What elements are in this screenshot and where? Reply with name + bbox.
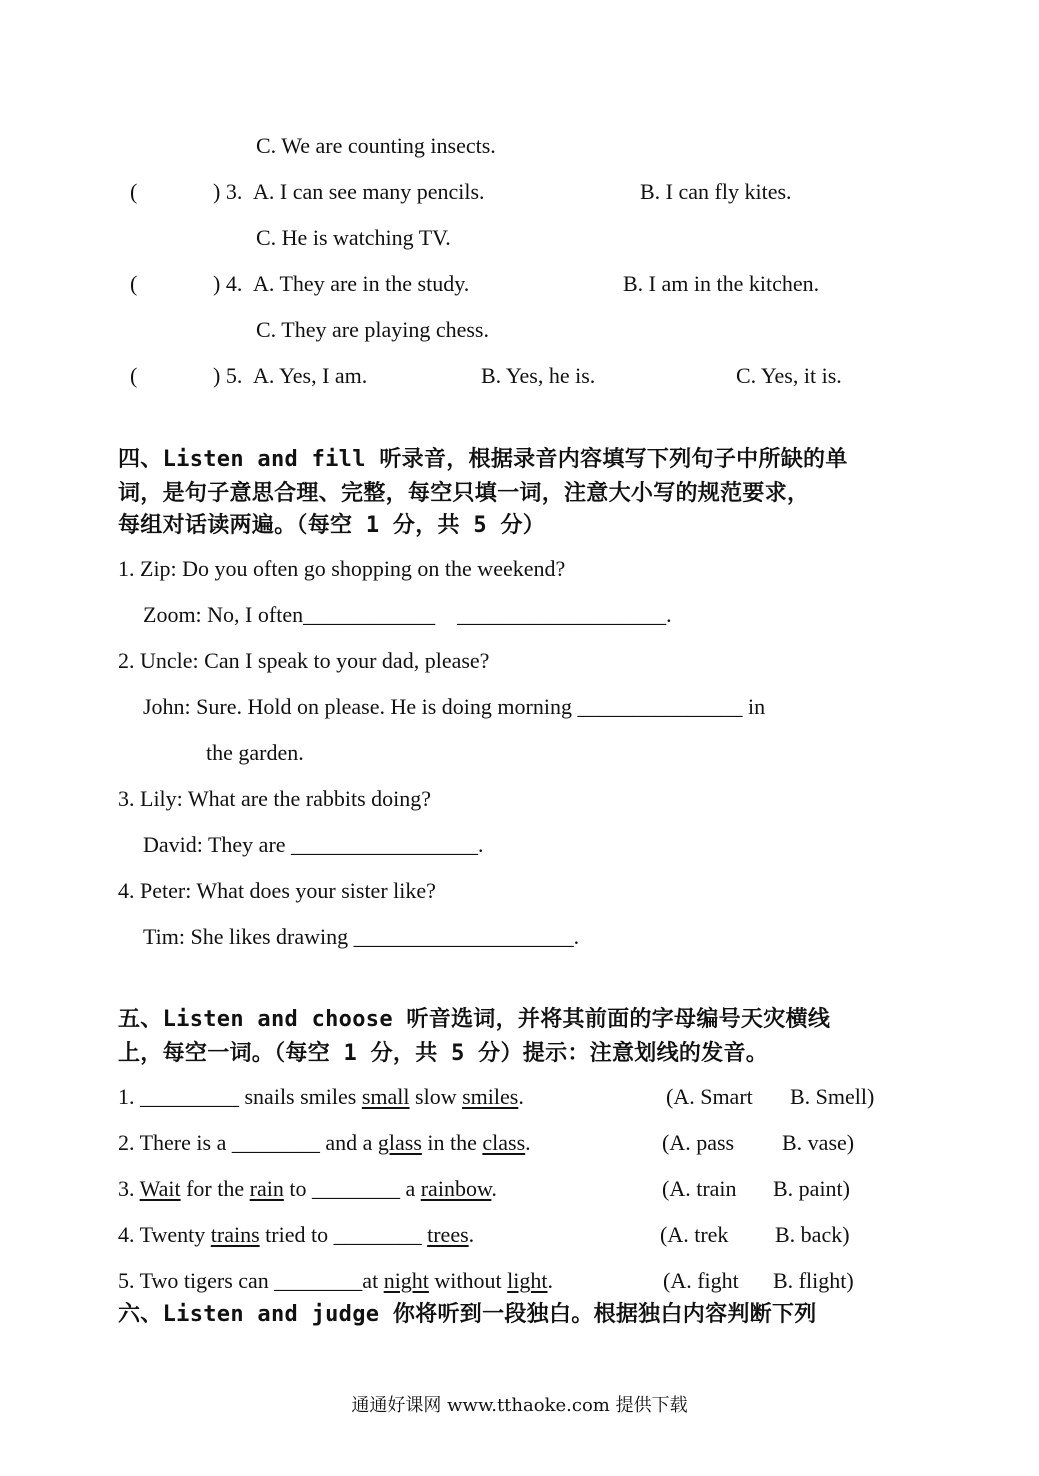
s6-heading-line-1: 六、Listen and judge 你将听到一段独白。根据独白内容判断下列 — [118, 1302, 817, 1327]
s5-q3-text: 3. — [118, 1176, 140, 1201]
s5-q3-underlined-word: rain — [249, 1176, 284, 1201]
s5-q4-text: tried to ________ — [259, 1222, 428, 1247]
s5-q4-underlined-word: trees — [427, 1222, 469, 1247]
s5-q2-text: . — [525, 1130, 531, 1155]
s3-q4-number: ) 4. — [213, 271, 243, 296]
s3-q4-option-a: A. They are in the study. — [253, 271, 470, 296]
s3-q5-option-c: C. Yes, it is. — [736, 363, 842, 388]
s5-q5-text: . — [547, 1268, 553, 1293]
s5-q3-text: to ________ a — [283, 1176, 421, 1201]
s5-q1-text: slow — [409, 1084, 463, 1109]
s4-item-2-question: 2. Uncle: Can I speak to your dad, please? — [118, 648, 490, 673]
s5-q3-option-a: (A. train — [662, 1176, 737, 1201]
s5-heading-line-1: 五、Listen and choose 听音选词，并将其前面的字母编号天灾横线 — [118, 1007, 831, 1032]
s5-q4-text: 4. Twenty — [118, 1222, 211, 1247]
s3-q5-paren-open: ( — [130, 363, 138, 388]
s5-q5-underlined-word: light — [507, 1268, 548, 1293]
s4-item-1-answer: Zoom: No, I often____________ ___________________. — [143, 602, 672, 627]
s5-q5-text: 5. Two tigers can ________at — [118, 1268, 384, 1293]
s4-item-2-answer: John: Sure. Hold on please. He is doing morning _______________ in — [143, 694, 766, 719]
s5-q1-option-b: B. Smell) — [790, 1084, 875, 1109]
s4-heading-line-3: 每组对话读两遍。（每空 1 分，共 5 分） — [118, 513, 546, 538]
s5-q5-sentence — [118, 1266, 553, 1296]
s3-q3-option-b: B. I can fly kites. — [640, 179, 792, 204]
s5-q4-text: . — [468, 1222, 475, 1247]
s4-item-4-question: 4. Peter: What does your sister like? — [118, 878, 436, 903]
page-footer: 通通好课网 www.tthaoke.com 提供下载 — [351, 1395, 688, 1416]
s4-item-4-answer: Tim: She likes drawing ____________________. — [143, 924, 580, 949]
s5-q3-sentence — [118, 1174, 497, 1204]
s5-q5-underlined-word: night — [383, 1268, 429, 1293]
s3-q3-option-c: C. He is watching TV. — [256, 225, 451, 250]
s5-q3-underlined-word: Wait — [139, 1176, 181, 1201]
s3-q2-option-c: C. We are counting insects. — [256, 133, 496, 158]
s3-q4-paren-open: ( — [130, 271, 138, 296]
s5-q2-sentence — [118, 1128, 531, 1158]
s5-q4-option-b: B. back) — [775, 1222, 850, 1247]
s5-q2-text: in the — [421, 1130, 483, 1155]
s5-q4-sentence — [118, 1220, 474, 1250]
s5-q4-underlined-word: trains — [210, 1222, 260, 1247]
s3-q3-number: ) 3. — [213, 179, 243, 204]
s5-q1-sentence — [118, 1082, 524, 1112]
s5-q2-underlined-word: glass — [377, 1130, 422, 1155]
s5-heading-line-2: 上，每空一词。（每空 1 分，共 5 分）提示：注意划线的发音。 — [118, 1041, 769, 1066]
s3-q3-option-a: A. I can see many pencils. — [253, 179, 485, 204]
s3-q4-option-b: B. I am in the kitchen. — [623, 271, 820, 296]
s5-q1-option-a: (A. Smart — [666, 1084, 753, 1109]
s5-q3-underlined-word: rainbow — [420, 1176, 492, 1201]
s5-q4-option-a: (A. trek — [660, 1222, 729, 1247]
s5-q2-underlined-word: class — [482, 1130, 526, 1155]
s5-q5-text: without — [428, 1268, 508, 1293]
s5-q2-option-b: B. vase) — [782, 1130, 855, 1155]
s4-heading-line-2: 词，是句子意思合理、完整，每空只填一词，注意大小写的规范要求， — [118, 481, 810, 506]
s5-q5-option-b: B. flight) — [773, 1268, 854, 1293]
s5-q3-option-b: B. paint) — [773, 1176, 850, 1201]
s5-q1-text: . — [518, 1084, 524, 1109]
s3-q4-option-c: C. They are playing chess. — [256, 317, 489, 342]
s4-item-1-question: 1. Zip: Do you often go shopping on the weekend? — [118, 556, 566, 581]
s5-q3-text: for the — [180, 1176, 250, 1201]
s5-q3-text: . — [491, 1176, 497, 1201]
s5-q1-underlined-word: smiles — [462, 1084, 519, 1109]
s5-q5-option-a: (A. fight — [663, 1268, 739, 1293]
s3-q3-paren-open: ( — [130, 179, 138, 204]
s5-q1-text: 1. _________ snails smiles — [118, 1084, 362, 1109]
s5-q2-option-a: (A. pass — [662, 1130, 735, 1155]
s5-q1-underlined-word: small — [361, 1084, 410, 1109]
s4-item-3-question: 3. Lily: What are the rabbits doing? — [118, 786, 432, 811]
s5-q2-text: 2. There is a ________ and a — [118, 1130, 378, 1155]
s3-q5-option-b: B. Yes, he is. — [481, 363, 596, 388]
s4-heading-line-1: 四、Listen and fill 听录音，根据录音内容填写下列句子中所缺的单 — [118, 447, 848, 472]
s4-item-2-answer-cont: the garden. — [206, 740, 304, 765]
s3-q5-option-a: A. Yes, I am. — [253, 363, 368, 388]
s4-item-3-answer: David: They are _________________. — [143, 832, 484, 857]
s3-q5-number: ) 5. — [213, 363, 243, 388]
